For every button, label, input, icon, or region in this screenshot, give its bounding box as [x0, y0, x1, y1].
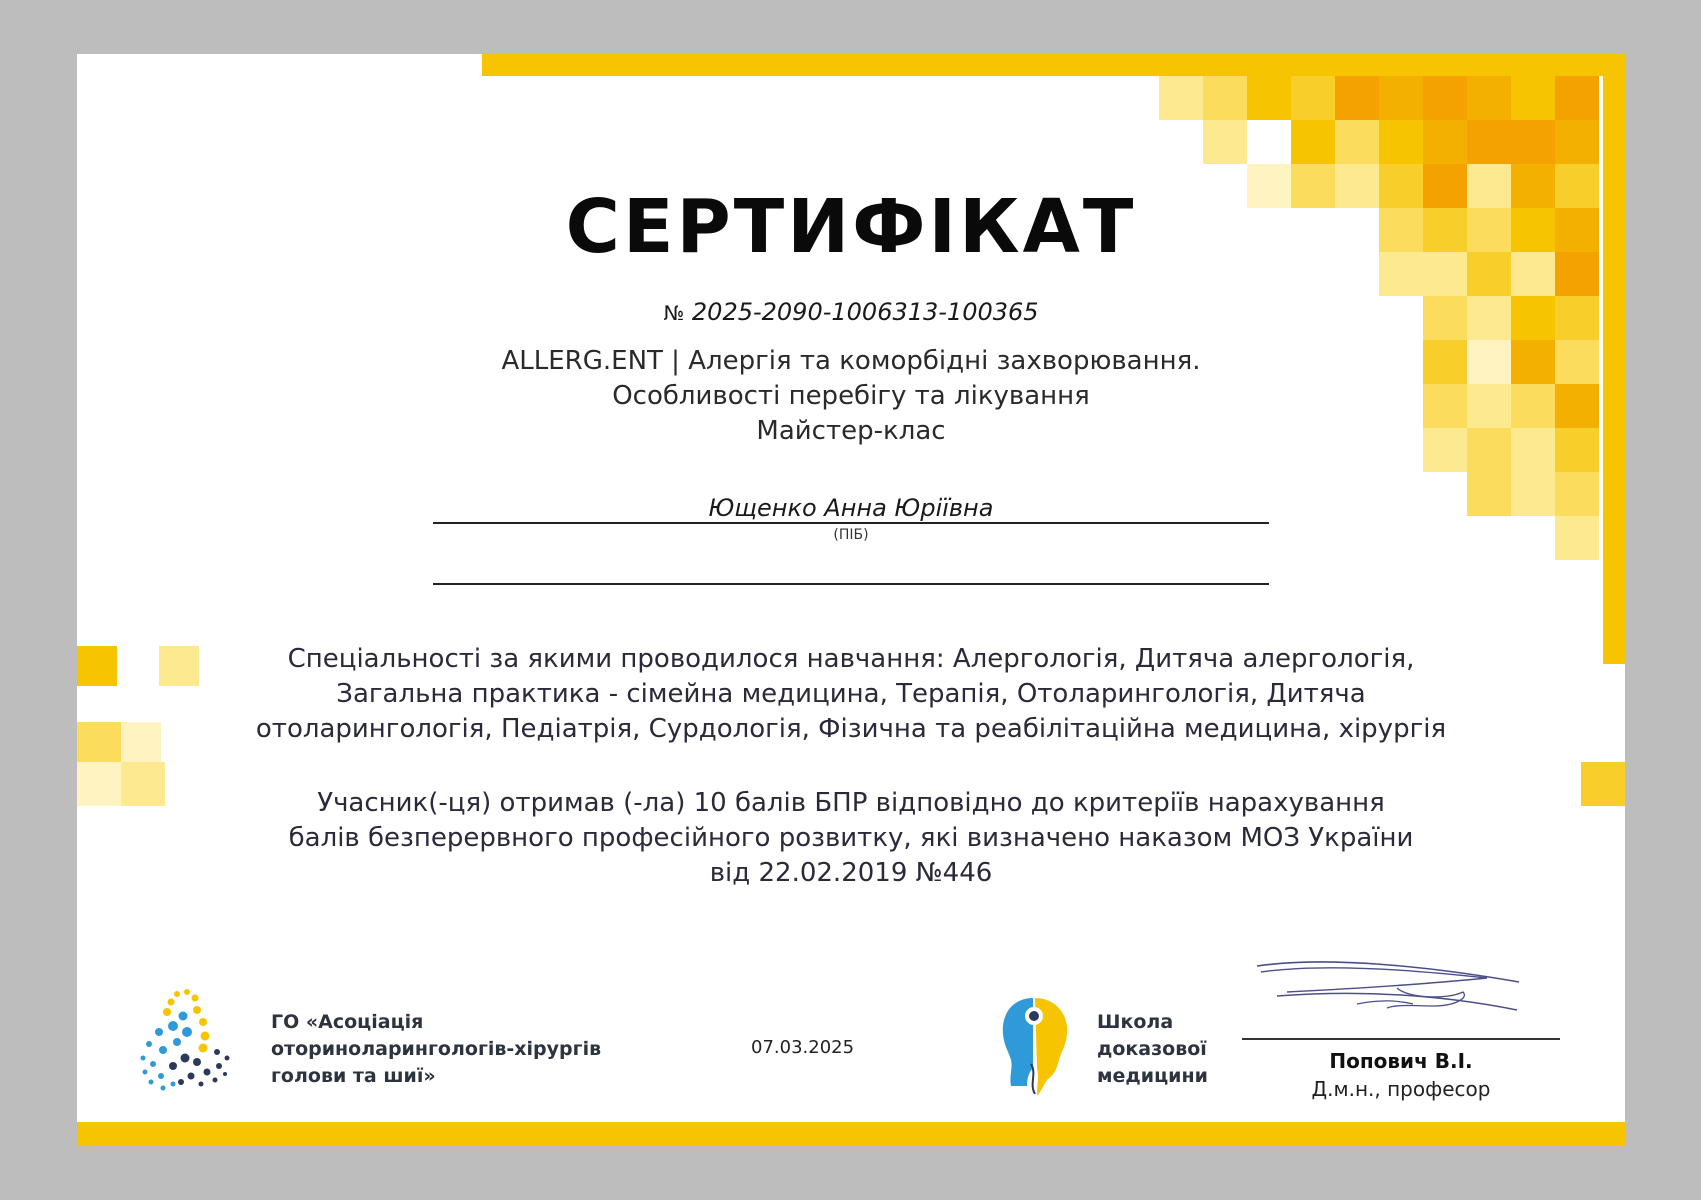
specialties-line: Загальна практика - сімейна медицина, Терапія, Отоларингологія, Дитяча [336, 679, 1366, 709]
signature-icon [1247, 954, 1527, 1024]
specialties-line: отоларингологія, Педіатрія, Сурдологія, Фізична та реабілітаційна медицина, хірургія [255, 714, 1447, 744]
participant-name: Ющенко Анна Юріївна [708, 494, 994, 522]
organization-line: голови та шиї» [271, 1065, 436, 1087]
mosaic-tile [1335, 120, 1379, 164]
mosaic-tile [1555, 76, 1599, 120]
association-logo-icon [137, 986, 257, 1096]
points-line: балів безперервного професійного розвитку, які визначено наказом МОЗ України [288, 823, 1414, 853]
mosaic-tile [1379, 120, 1423, 164]
organization-line: оториноларингологів-хірургів [271, 1038, 602, 1060]
school-line: Школа [1097, 1011, 1174, 1033]
mosaic-tile [1511, 76, 1555, 120]
points-line: Учасник(-ця) отримав (-ла) 10 балів БПР відповідно до критеріїв нарахування [317, 788, 1385, 818]
specialties-line: Спеціальності за якими проводилося навчання: Алергологія, Дитяча алергологія, [287, 644, 1415, 674]
mosaic-tile [1555, 120, 1599, 164]
specialties-text [77, 642, 1625, 747]
certificate-number-value: 2025-2090-1006313-100365 [691, 298, 1039, 326]
mosaic-tile [1467, 120, 1511, 164]
points-line: від 22.02.2019 №446 [709, 858, 993, 888]
organization-name [271, 1009, 601, 1090]
logo-dots [141, 989, 230, 1091]
bottom-accent-bar [77, 1122, 1625, 1146]
mosaic-tile [1159, 76, 1203, 120]
course-line: Майстер-клас [756, 416, 946, 446]
issue-date: 07.03.2025 [751, 1037, 855, 1058]
signature-line [1242, 1038, 1560, 1040]
cpd-points-text [77, 786, 1625, 891]
certificate-number [77, 298, 1625, 326]
mosaic-tile [1247, 76, 1291, 120]
school-logo-icon [997, 994, 1073, 1098]
number-sign: № [663, 301, 685, 325]
mosaic-tile [1291, 76, 1335, 120]
top-accent-bar [482, 54, 1625, 76]
signer-title: Д.м.н., професор [1311, 1077, 1491, 1101]
school-line: доказової [1097, 1038, 1207, 1060]
mosaic-tile [1379, 76, 1423, 120]
mosaic-tile [1467, 76, 1511, 120]
mosaic-tile [1423, 76, 1467, 120]
mosaic-tile [1203, 76, 1247, 120]
name-caption: (ПІБ) [833, 527, 869, 543]
logo-center-dot [1029, 1011, 1039, 1021]
name-underline [433, 522, 1269, 524]
organization-line: ГО «Асоціація [271, 1011, 424, 1033]
mosaic-tile [1335, 76, 1379, 120]
signer-name: Попович В.І. [1329, 1049, 1473, 1073]
mosaic-tile [1423, 120, 1467, 164]
mosaic-tile [1203, 120, 1247, 164]
school-line: медицини [1097, 1065, 1208, 1087]
course-title [77, 344, 1625, 449]
mosaic-tile [1291, 120, 1335, 164]
certificate-title: СЕРТИФІКАТ [565, 184, 1137, 270]
course-line: Особливості перебігу та лікування [612, 381, 1090, 411]
course-line: ALLERG.ENT | Алергія та коморбідні захворювання. [501, 346, 1201, 376]
mosaic-tile [1511, 120, 1555, 164]
school-name [1097, 1009, 1208, 1090]
blank-underline [433, 583, 1269, 585]
certificate-sheet [77, 54, 1625, 1146]
